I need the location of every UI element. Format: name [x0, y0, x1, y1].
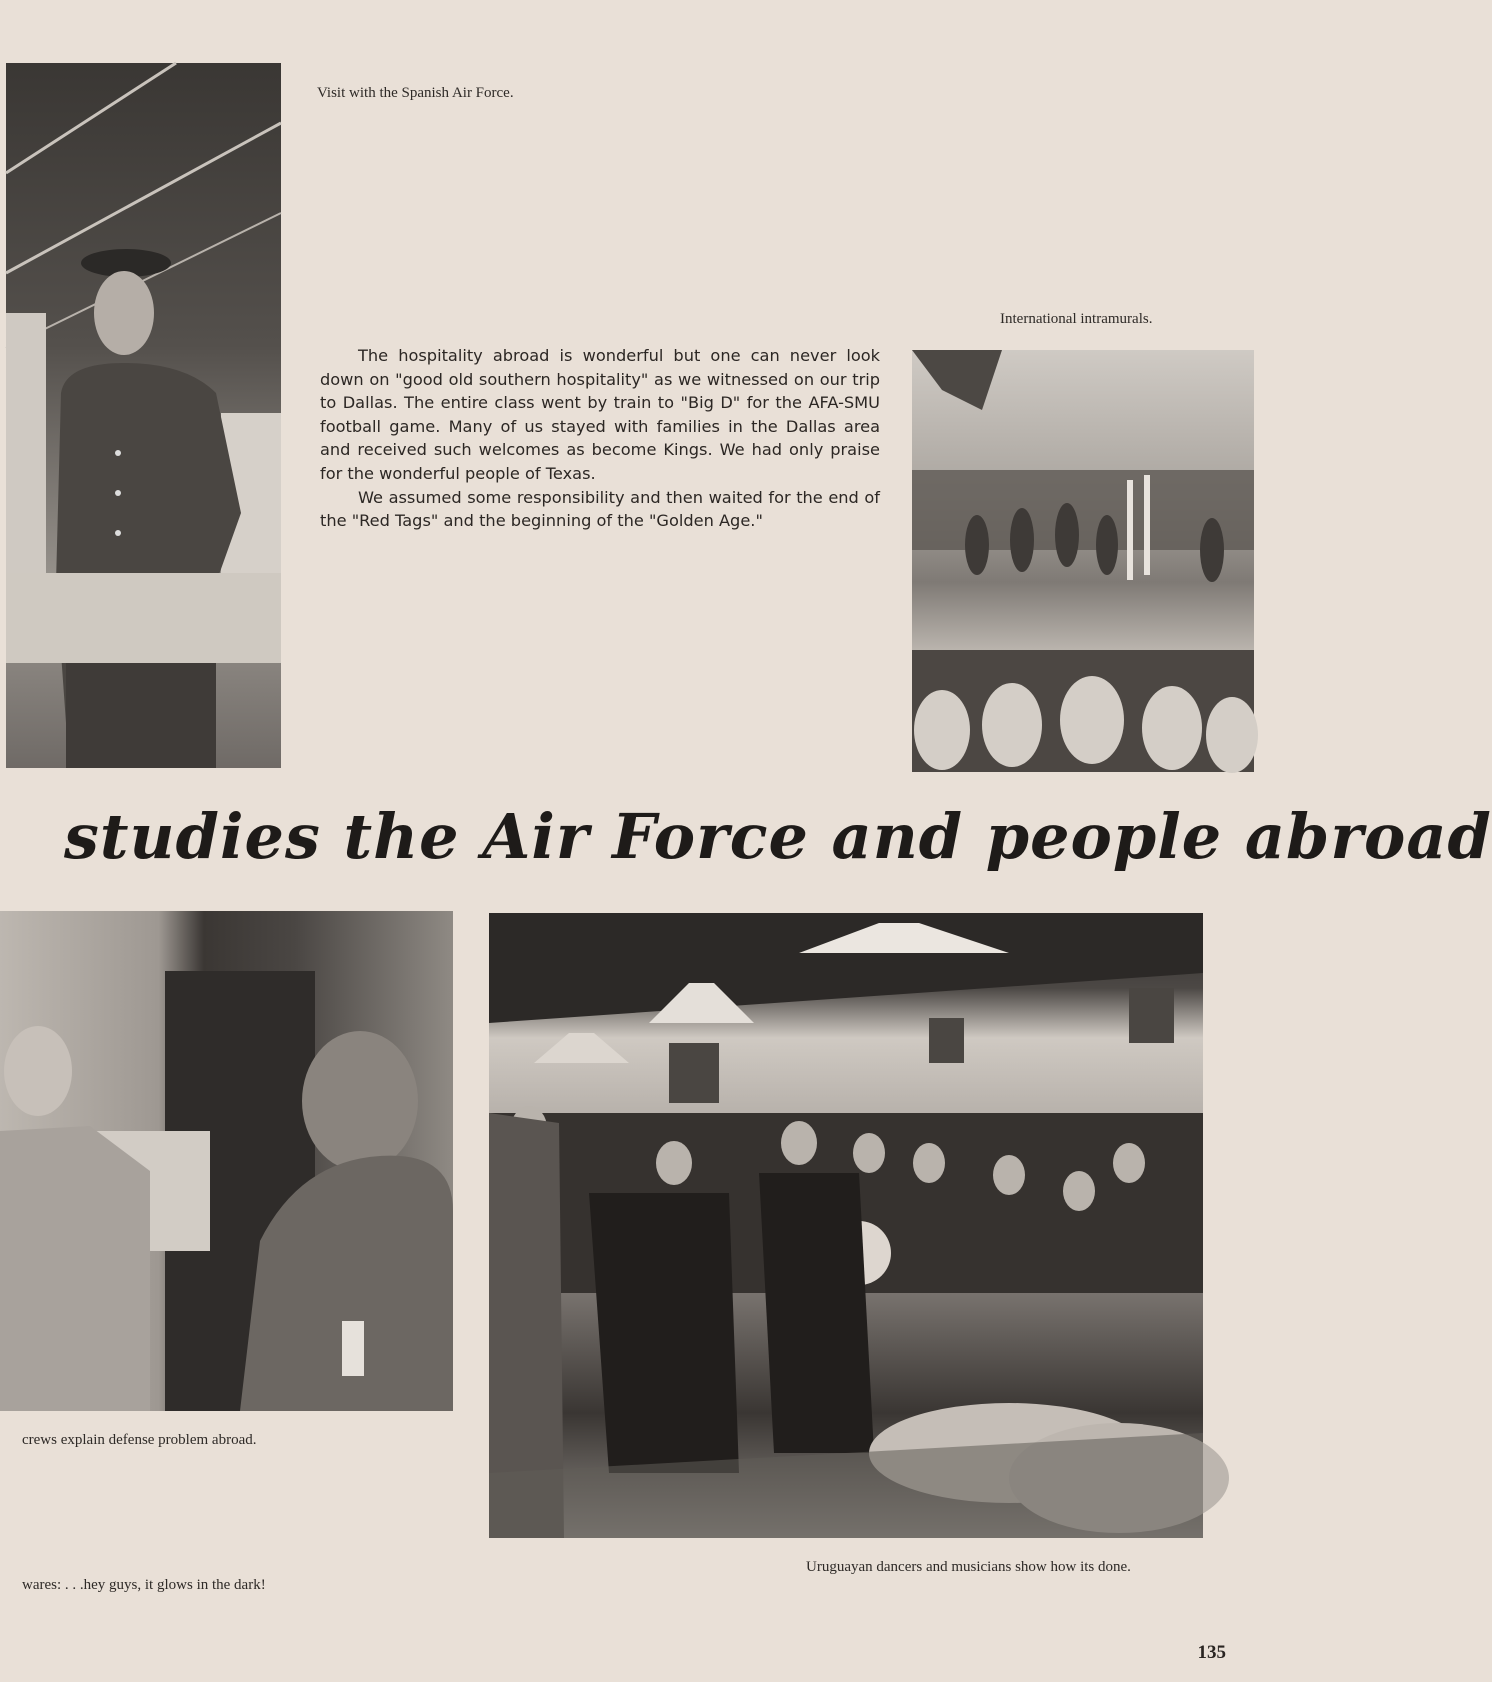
page-headline: studies the Air Force and people abroad	[64, 800, 1492, 873]
spanish-air-force-caption: Visit with the Spanish Air Force.	[317, 85, 514, 101]
crews-photo	[0, 911, 453, 1411]
basketball-illustration	[912, 350, 1254, 772]
dancers-illustration	[489, 913, 1203, 1538]
wares-caption: wares: . . .hey guys, it glows in the dark!	[22, 1577, 266, 1593]
body-text	[320, 344, 880, 533]
uruguayan-caption: Uruguayan dancers and musicians show how its done.	[806, 1559, 1131, 1575]
officer-illustration	[6, 63, 281, 768]
crews-illustration	[0, 911, 453, 1411]
body-paragraph-2: We assumed some responsibility and then waited for the end of the "Red Tags" and the beginning of the "Golden Age."	[320, 487, 880, 531]
page-number: 135	[1197, 1642, 1226, 1663]
basketball-photo	[912, 350, 1254, 772]
body-paragraph-1: The hospitality abroad is wonderful but one can never look down on "good old southern hospitality" as we witnessed on our trip to Dallas. The entire class went by train to "Big D" for the AFA-SMU football game. Many of us stayed with families in the Dallas area and received such welcomes as become Kings. We had only praise for the wonderful people of Texas.	[320, 346, 880, 483]
dancers-photo	[489, 913, 1203, 1538]
intramurals-caption: International intramurals.	[1000, 311, 1153, 327]
officer-photo	[6, 63, 281, 768]
crews-caption: crews explain defense problem abroad.	[22, 1432, 257, 1448]
